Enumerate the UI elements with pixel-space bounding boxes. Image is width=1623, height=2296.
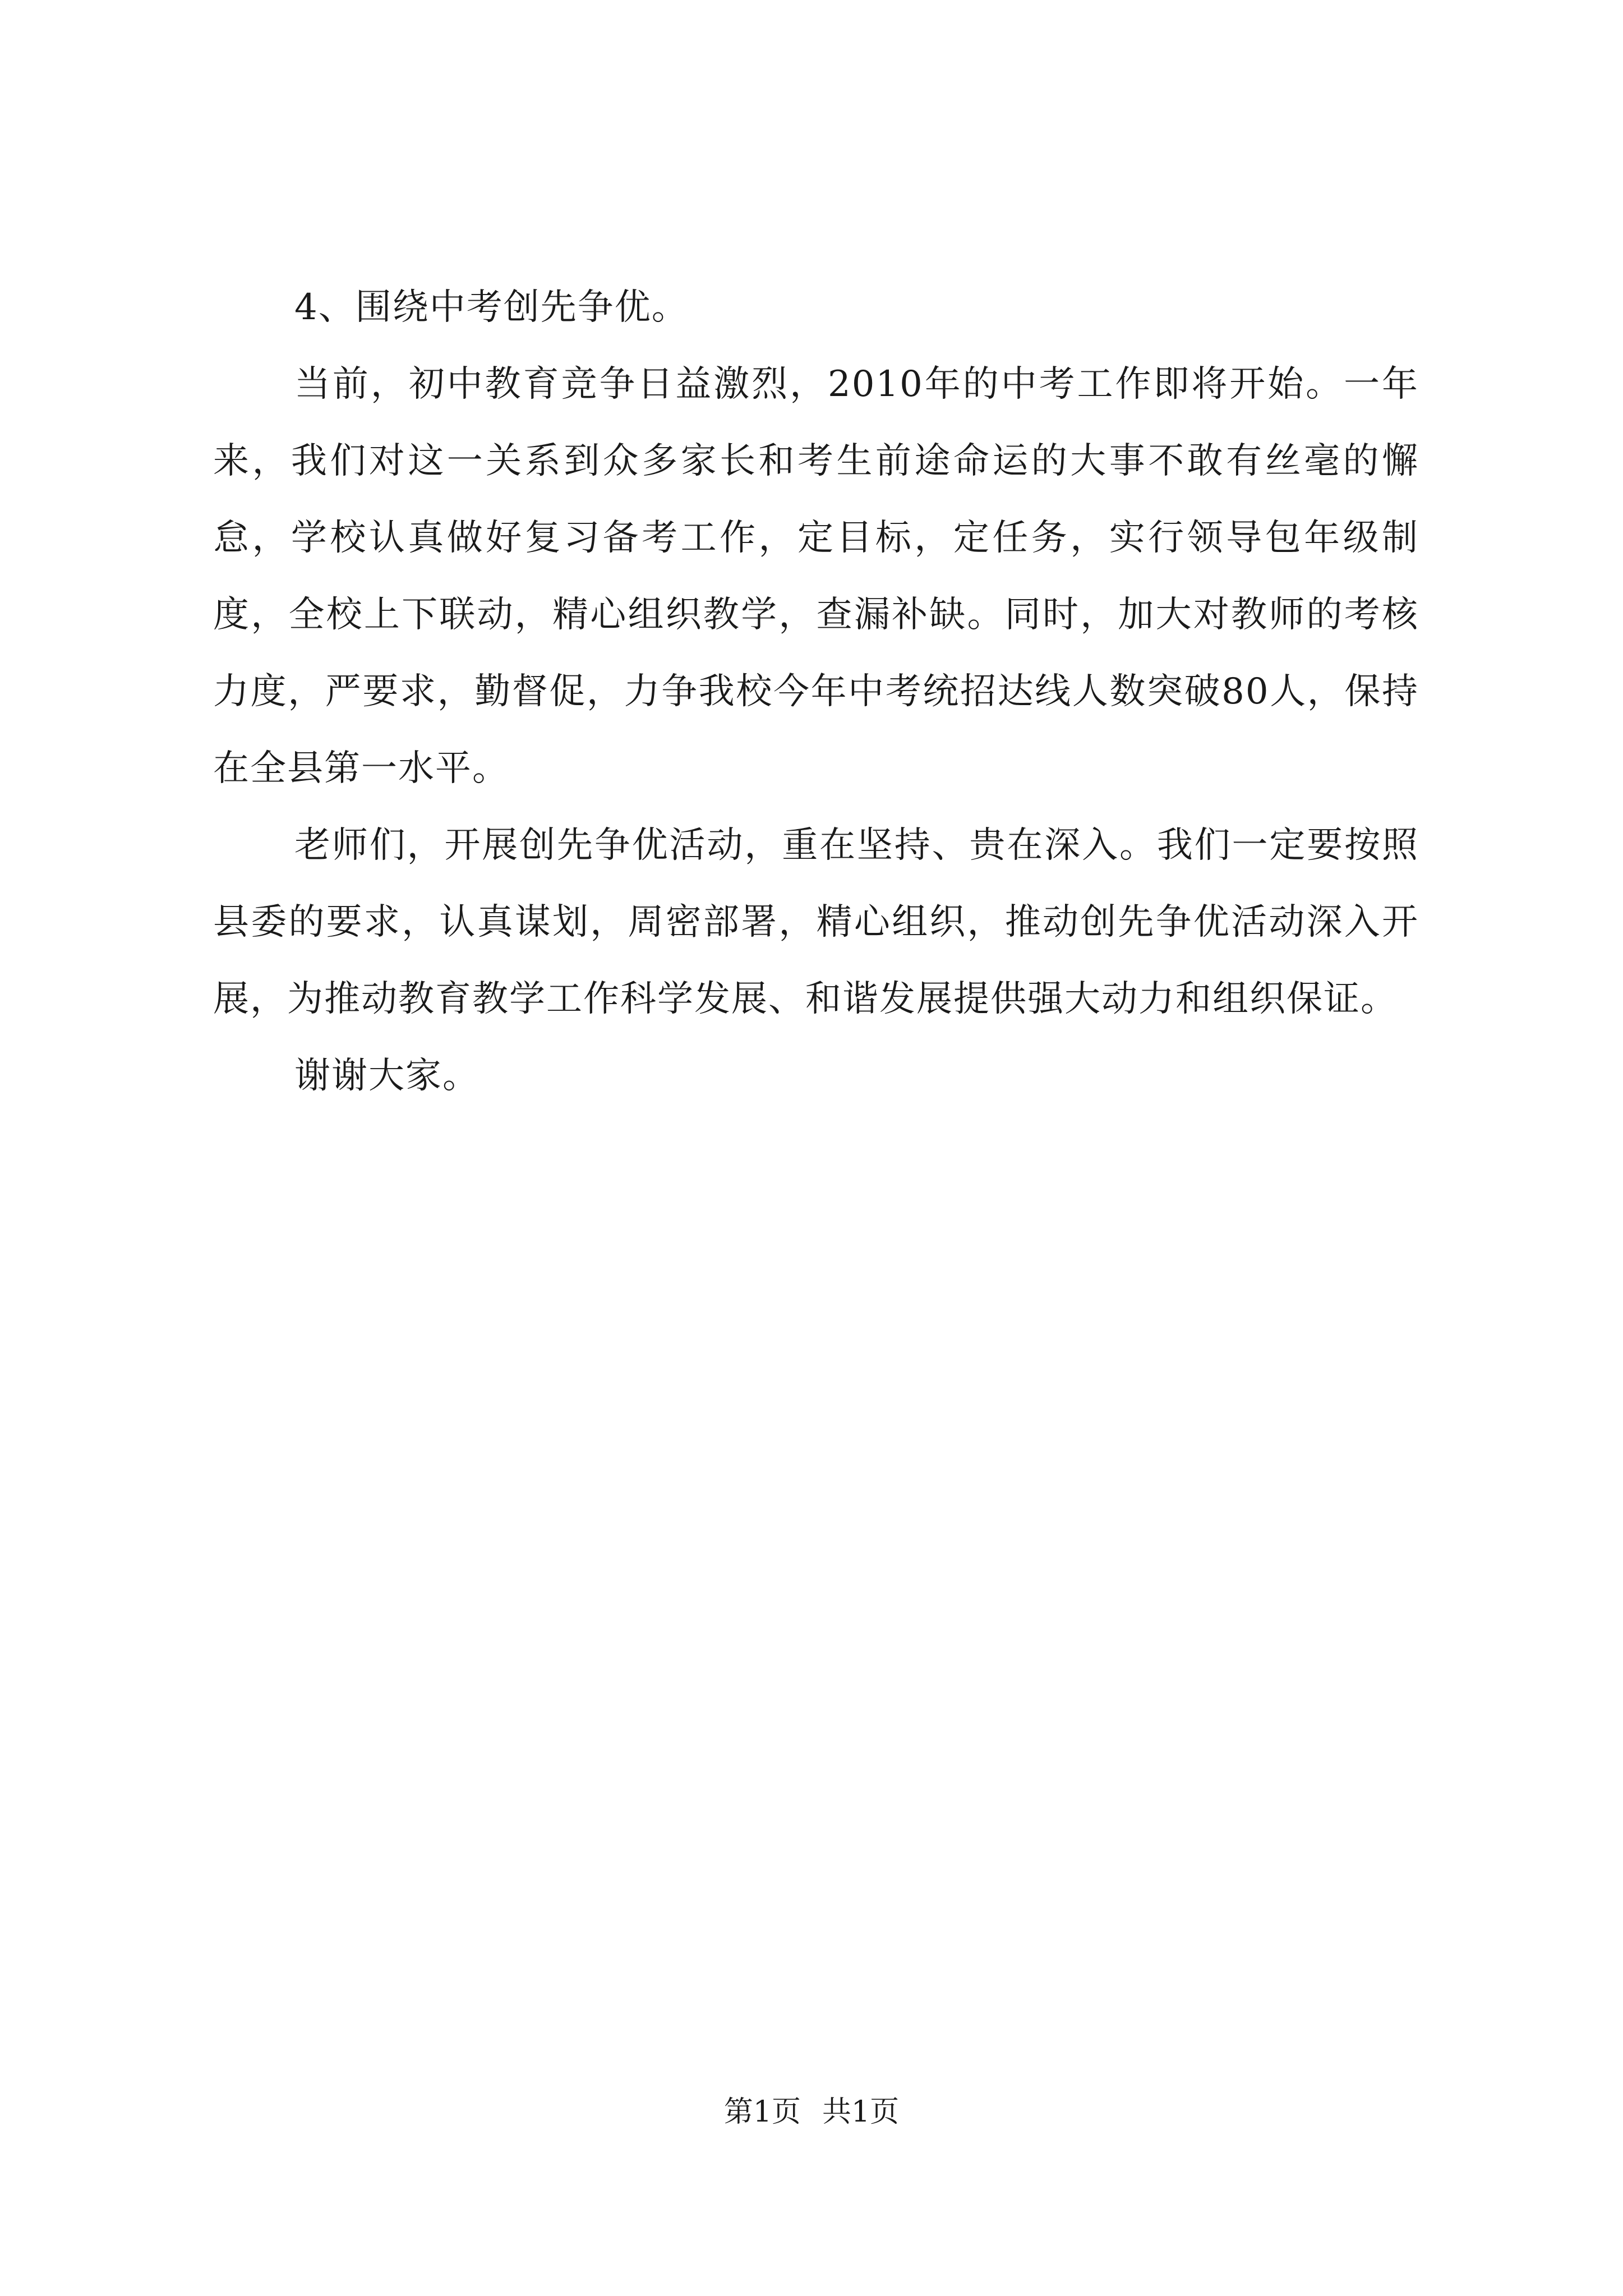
- document-body: [213, 269, 1419, 1115]
- paragraph-exam-work: 当前，初中教育竞争日益激烈，2010年的中考工作即将开始。一年来，我们对这一关系到众多家长和考生前途命运的大事不敢有丝毫的懈怠，学校认真做好复习备考工作，定目标，定任务，实行领导包年级制度，全校上下联动，精心组织教学，查漏补缺。同时，加大对教师的考核力度，严要求，勤督促，力争我校今年中考统招达线人数突破80人，保持在全县第一水平。: [213, 364, 1419, 789]
- paragraph-thanks: 谢谢大家。: [294, 1055, 479, 1097]
- page-number-current: 第1页: [723, 2095, 801, 2129]
- page-footer: [0, 2090, 1623, 2134]
- page-number-total: 共1页: [822, 2095, 900, 2129]
- paragraph-heading: 4、围绕中考创先争优。: [294, 287, 689, 328]
- paragraph-closing-remarks: 老师们，开展创先争优活动，重在坚持、贵在深入。我们一定要按照县委的要求，认真谋划，周密部署，精心组织，推动创先争优活动深入开展，为推动教育教学工作科学发展、和谐发展提供强大动力和组织保证。: [213, 825, 1419, 1020]
